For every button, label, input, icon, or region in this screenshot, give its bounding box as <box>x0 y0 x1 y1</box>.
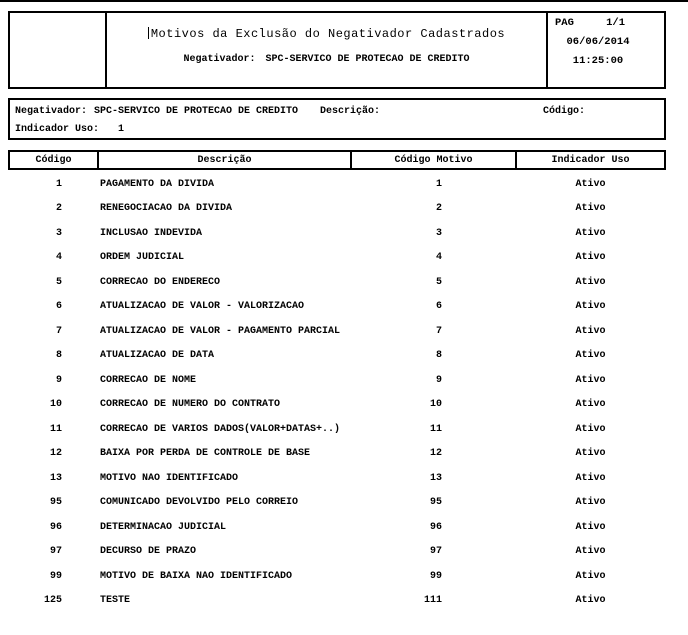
cell-indicador-uso: Ativo <box>575 423 606 435</box>
cell-indicador-uso: Ativo <box>575 546 606 558</box>
cell-codigo-motivo: 10 <box>429 399 442 411</box>
cell-descricao: ATUALIZACAO DE DATA <box>100 350 215 362</box>
cell-descricao: BAIXA POR PERDA DE CONTROLE DE BASE <box>100 448 311 460</box>
cell-codigo-motivo: 1 <box>435 178 442 190</box>
cell-indicador-uso: Ativo <box>575 178 606 190</box>
page-title: Motivos da Exclusão do Negativador Cadastrados <box>150 27 506 41</box>
cell-descricao: ATUALIZACAO DE VALOR - PAGAMENTO PARCIAL <box>100 325 341 337</box>
cell-indicador-uso: Ativo <box>575 374 606 386</box>
table-row <box>8 368 666 393</box>
table-row <box>8 466 666 491</box>
cell-codigo-motivo: 97 <box>429 546 442 558</box>
cell-descricao: CORRECAO DE NUMERO DO CONTRATO <box>100 399 281 411</box>
page-label: PAG <box>555 17 574 29</box>
filter-summary-box <box>8 98 666 140</box>
cell-codigo-motivo: 13 <box>429 472 442 484</box>
cell-descricao: DECURSO DE PRAZO <box>100 546 197 558</box>
cell-indicador-uso: Ativo <box>575 252 606 264</box>
cell-codigo: 3 <box>55 227 62 239</box>
column-header-indicador-uso: Indicador Uso <box>551 154 630 166</box>
column-header-codigo: Código <box>10 152 99 168</box>
cell-codigo-motivo: 111 <box>423 595 442 607</box>
table-row <box>8 246 666 271</box>
cell-codigo: 8 <box>55 350 62 362</box>
cell-codigo: 11 <box>49 423 62 435</box>
report-title-block <box>107 13 548 87</box>
cell-codigo: 5 <box>55 276 62 288</box>
table-row <box>8 491 666 516</box>
table-row <box>8 221 666 246</box>
cell-codigo-motivo: 7 <box>435 325 442 337</box>
page-number: 1/1 <box>606 17 625 29</box>
cell-codigo: 125 <box>43 595 62 607</box>
subtitle-line <box>107 54 546 65</box>
cell-indicador-uso: Ativo <box>575 227 606 239</box>
cell-codigo-motivo: 5 <box>435 276 442 288</box>
cell-codigo-motivo: 4 <box>435 252 442 264</box>
table-row <box>8 540 666 565</box>
cell-indicador-uso: Ativo <box>575 350 606 362</box>
cell-codigo: 96 <box>49 521 62 533</box>
cell-descricao: PAGAMENTO DA DIVIDA <box>100 178 215 190</box>
filter-indicador-label: Indicador Uso: <box>15 124 100 135</box>
column-header-codigo-motivo: Código Motivo <box>352 152 517 168</box>
table-header <box>8 150 666 170</box>
cell-codigo-motivo: 2 <box>435 203 442 215</box>
cell-descricao: TESTE <box>100 595 131 607</box>
table-row <box>8 442 666 467</box>
text-cursor-icon <box>148 27 149 39</box>
cell-indicador-uso: Ativo <box>575 276 606 288</box>
column-header-descricao: Descrição <box>99 152 352 168</box>
table-row <box>8 319 666 344</box>
cell-codigo: 97 <box>49 546 62 558</box>
report-time: 11:25:00 <box>572 55 624 67</box>
cell-codigo-motivo: 3 <box>435 227 442 239</box>
subtitle-negativador-label: Negativador: <box>183 54 256 65</box>
table-body <box>8 172 666 613</box>
table-row <box>8 589 666 614</box>
cell-codigo: 12 <box>49 448 62 460</box>
cell-codigo-motivo: 9 <box>435 374 442 386</box>
cell-codigo-motivo: 96 <box>429 521 442 533</box>
cell-codigo-motivo: 99 <box>429 570 442 582</box>
report-date: 06/06/2014 <box>566 36 630 48</box>
cell-codigo-motivo: 95 <box>429 497 442 509</box>
table-row <box>8 417 666 442</box>
cell-descricao: MOTIVO DE BAIXA NAO IDENTIFICADO <box>100 570 293 582</box>
page-info-block <box>548 13 664 87</box>
subtitle-negativador-value: SPC-SERVICO DE PROTECAO DE CREDITO <box>265 54 470 65</box>
cell-descricao: RENEGOCIACAO DA DIVIDA <box>100 203 233 215</box>
table-row <box>8 344 666 369</box>
cell-codigo: 2 <box>55 203 62 215</box>
table-row <box>8 564 666 589</box>
cell-descricao: CORRECAO DE NOME <box>100 374 197 386</box>
cell-indicador-uso: Ativo <box>575 521 606 533</box>
cell-codigo-motivo: 11 <box>429 423 442 435</box>
cell-codigo: 7 <box>55 325 62 337</box>
cell-indicador-uso: Ativo <box>575 301 606 313</box>
cell-codigo-motivo: 6 <box>435 301 442 313</box>
cell-codigo: 1 <box>55 178 62 190</box>
cell-codigo: 9 <box>55 374 62 386</box>
filter-descricao-label: Descrição: <box>320 106 381 117</box>
cell-descricao: CORRECAO DO ENDERECO <box>100 276 221 288</box>
cell-indicador-uso: Ativo <box>575 472 606 484</box>
filter-negativador-value: SPC-SERVICO DE PROTECAO DE CREDITO <box>94 106 299 117</box>
cell-descricao: ORDEM JUDICIAL <box>100 252 185 264</box>
cell-codigo: 13 <box>49 472 62 484</box>
table-row <box>8 197 666 222</box>
table-row <box>8 295 666 320</box>
filter-indicador-value: 1 <box>118 124 125 135</box>
report-header <box>8 11 666 89</box>
table-row <box>8 270 666 295</box>
cell-descricao: ATUALIZACAO DE VALOR - VALORIZACAO <box>100 301 305 313</box>
page-line <box>555 18 641 29</box>
cell-codigo: 4 <box>55 252 62 264</box>
window-top-edge <box>0 0 688 2</box>
cell-indicador-uso: Ativo <box>575 497 606 509</box>
table-row <box>8 393 666 418</box>
table-row <box>8 172 666 197</box>
filter-negativador-label: Negativador: <box>15 106 88 117</box>
cell-codigo: 95 <box>49 497 62 509</box>
cell-indicador-uso: Ativo <box>575 203 606 215</box>
cell-codigo: 10 <box>49 399 62 411</box>
filter-codigo-label: Código: <box>543 106 586 117</box>
filter-line-1 <box>10 106 664 118</box>
title-line <box>107 27 546 41</box>
cell-codigo: 99 <box>49 570 62 582</box>
cell-descricao: INCLUSAO INDEVIDA <box>100 227 203 239</box>
cell-descricao: DETERMINACAO JUDICIAL <box>100 521 227 533</box>
cell-descricao: MOTIVO NAO IDENTIFICADO <box>100 472 239 484</box>
cell-indicador-uso: Ativo <box>575 570 606 582</box>
filter-line-2 <box>15 124 124 135</box>
cell-indicador-uso: Ativo <box>575 448 606 460</box>
cell-codigo-motivo: 12 <box>429 448 442 460</box>
cell-indicador-uso: Ativo <box>575 595 606 607</box>
cell-descricao: COMUNICADO DEVOLVIDO PELO CORREIO <box>100 497 299 509</box>
cell-codigo: 6 <box>55 301 62 313</box>
cell-codigo-motivo: 8 <box>435 350 442 362</box>
logo-placeholder <box>10 13 107 87</box>
table-row <box>8 515 666 540</box>
cell-indicador-uso: Ativo <box>575 325 606 337</box>
cell-descricao: CORRECAO DE VARIOS DADOS(VALOR+DATAS+..) <box>100 423 341 435</box>
cell-indicador-uso: Ativo <box>575 399 606 411</box>
